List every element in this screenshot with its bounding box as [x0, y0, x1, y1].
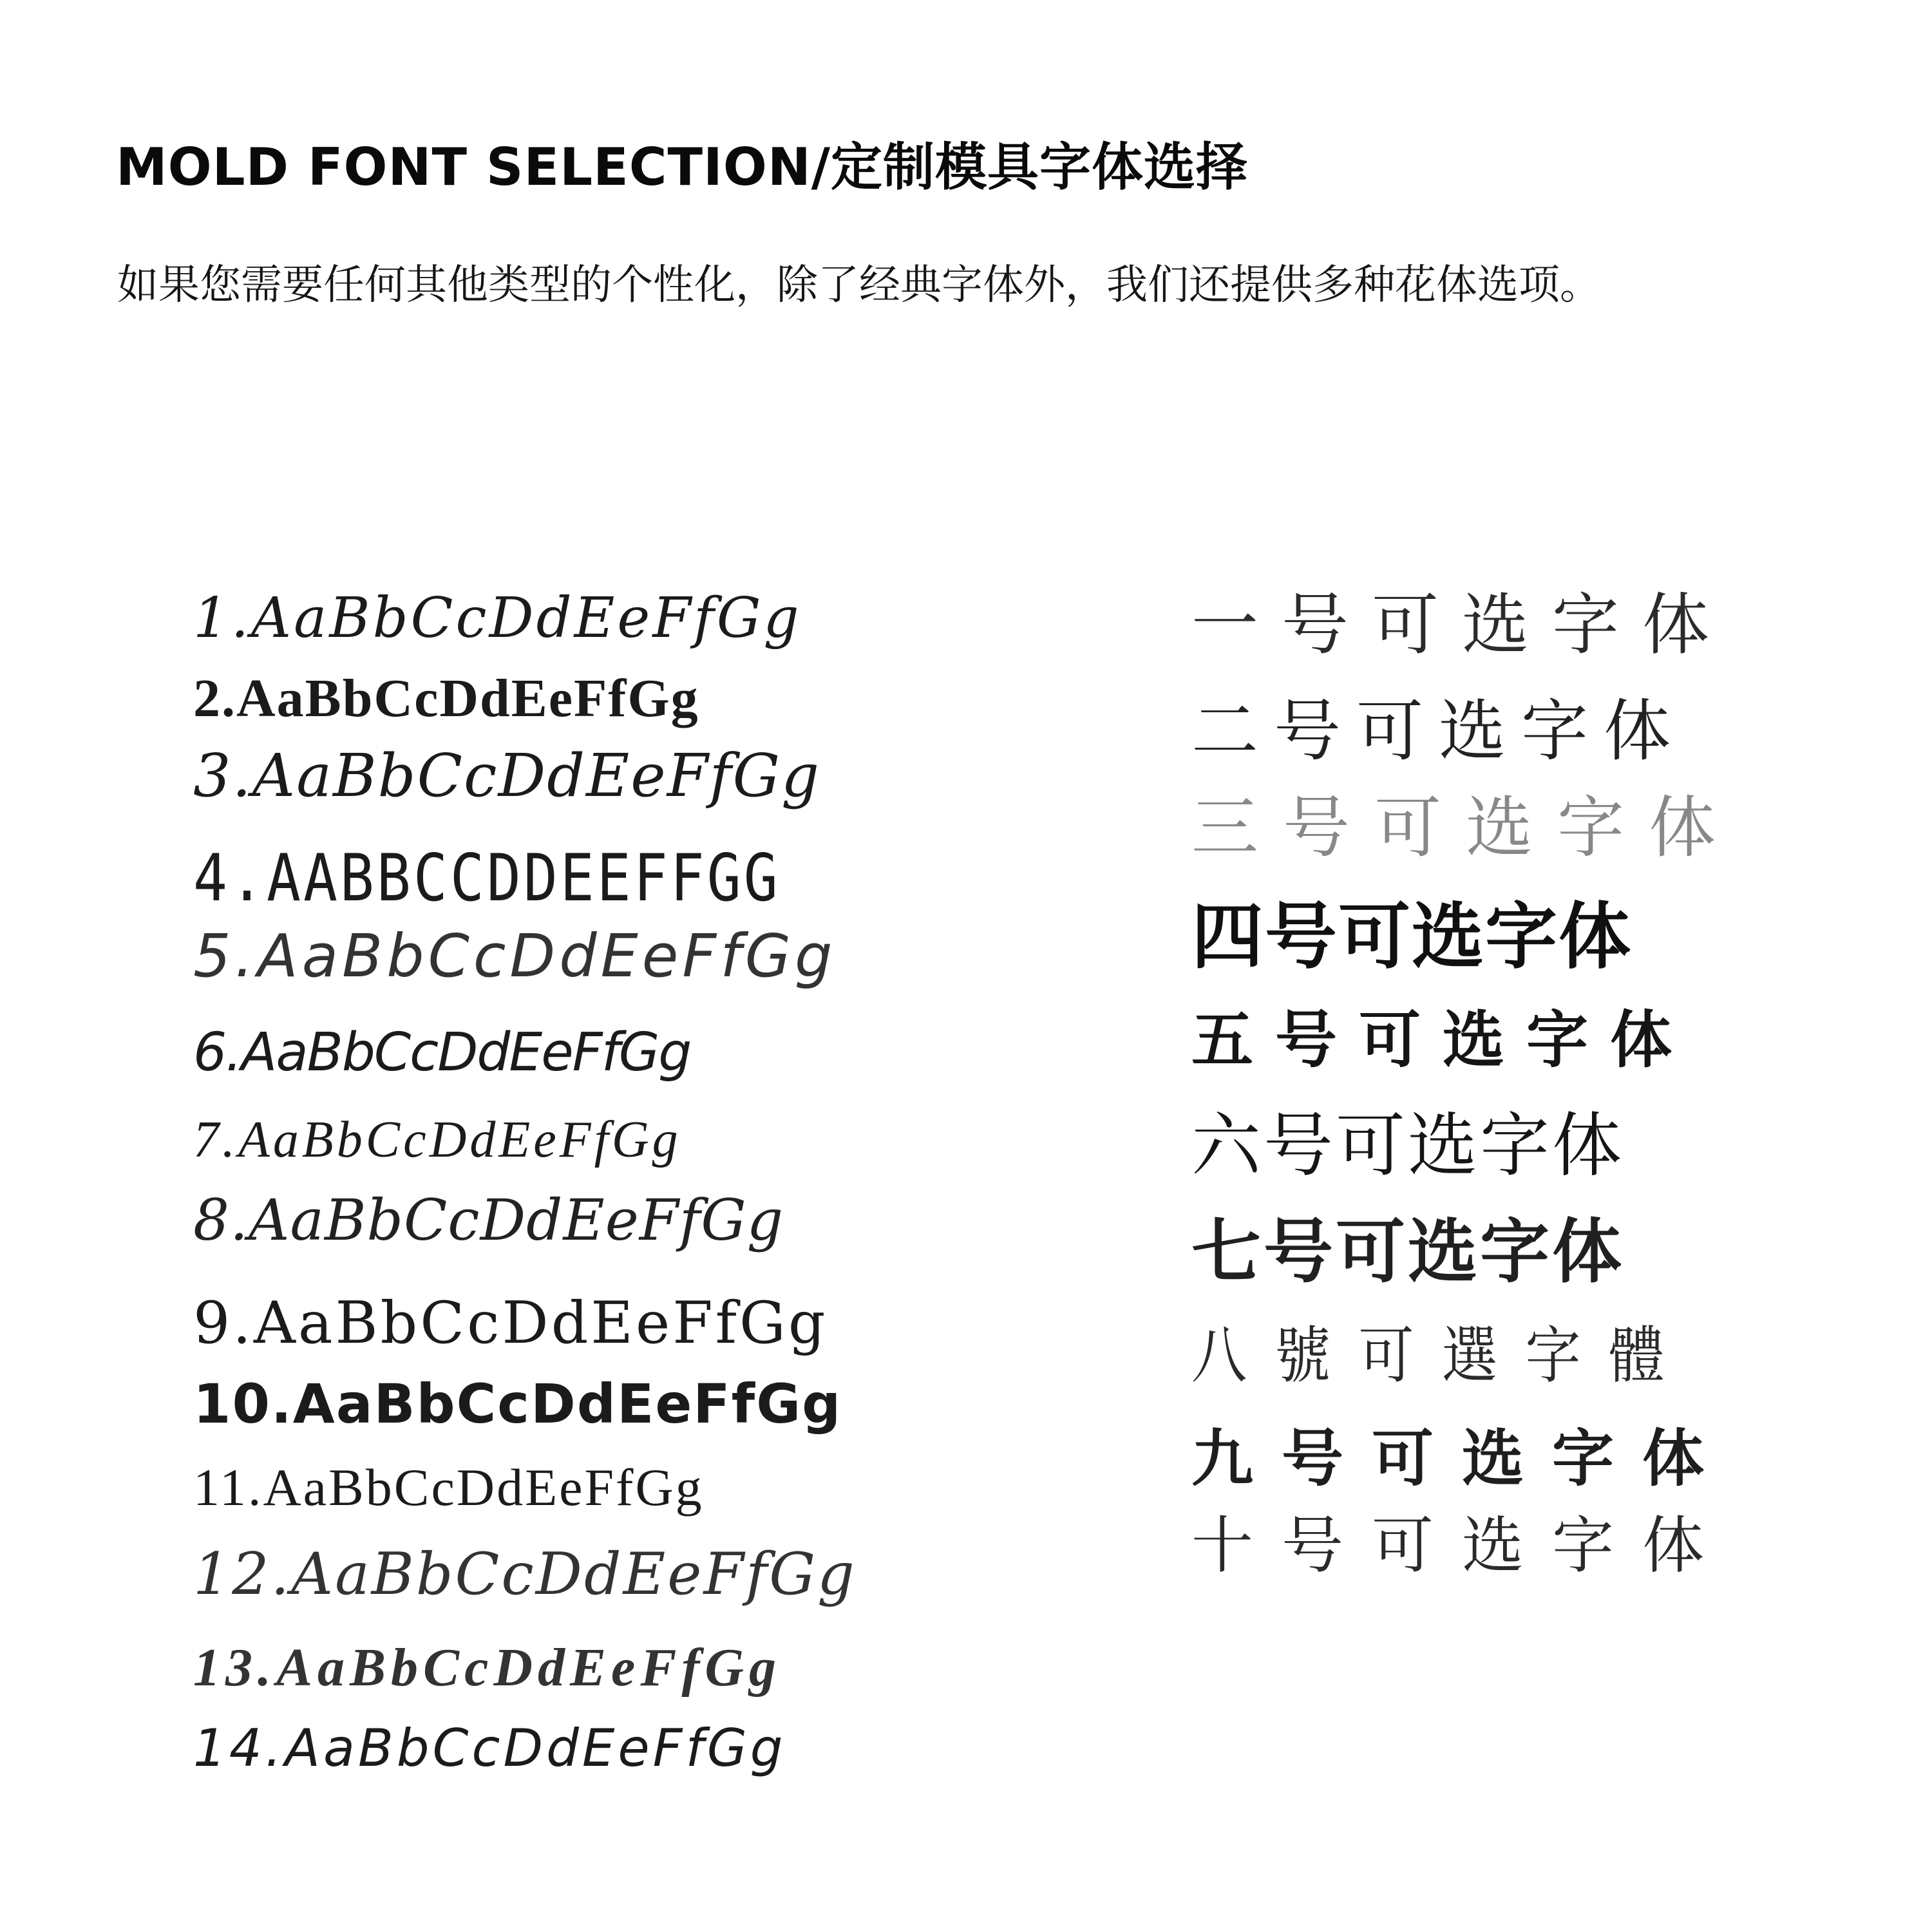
latin-font-sample-4: 4.AABBCCDDEEFFGG	[193, 839, 781, 916]
chinese-font-sample-9: 九号可选字体	[1191, 1423, 1732, 1495]
latin-font-sample-14: 14.AaBbCcDdEeFfGg	[193, 1718, 786, 1778]
latin-font-sample-11: 11.AaBbCcDdEeFfGg	[193, 1458, 704, 1517]
latin-font-sample-2: 2.AaBbCcDdEeFfGg	[193, 668, 699, 728]
chinese-font-sample-10: 十号可选字体	[1191, 1510, 1732, 1582]
latin-font-sample-7: 7.AaBbCcDdEeFfGg	[193, 1112, 681, 1168]
latin-font-sample-8: 8.AaBbCcDdEeFfGg	[193, 1187, 784, 1253]
latin-font-sample-10: 10.AaBbCcDdEeFfGg	[193, 1372, 842, 1435]
chinese-font-sample-5: 五号可选字体	[1191, 1004, 1694, 1076]
latin-font-sample-12: 12.AaBbCcDdEeFfGg	[193, 1540, 857, 1608]
chinese-font-sample-3: 三号可选字体	[1191, 788, 1741, 867]
latin-font-sample-9: 9.AaBbCcDdEeFfGg	[193, 1289, 828, 1357]
latin-font-sample-13: 13.AaBbCcDdEeFfGg	[193, 1638, 781, 1698]
chinese-font-sample-2: 二号可选字体	[1191, 692, 1687, 770]
latin-font-sample-1: 1.AaBbCcDdEeFfGg	[193, 586, 802, 650]
chinese-font-list	[1191, 0, 1835, 1932]
latin-font-sample-5: 5.AaBbCcDdEeFfGg	[193, 922, 837, 990]
chinese-font-sample-1: 一号可选字体	[1191, 585, 1733, 664]
latin-font-sample-6: 6.AaBbCcDdEeFfGg	[193, 1022, 691, 1083]
latin-font-list	[193, 0, 966, 1932]
latin-font-sample-3: 3.AaBbCcDdEeFfGg	[193, 741, 821, 810]
page-subtitle: 如果您需要任何其他类型的个性化，除了经典字体外，我们还提供多种花体选项。	[117, 261, 1601, 309]
chinese-font-sample-8: 八號可選字體	[1191, 1320, 1692, 1392]
chinese-font-sample-6: 六号可选字体	[1191, 1106, 1625, 1186]
chinese-font-sample-4: 四号可选字体	[1191, 895, 1632, 979]
chinese-font-sample-7: 七号可选字体	[1191, 1212, 1625, 1293]
page-title: MOLD FONT SELECTION/定制模具字体选择	[116, 137, 1248, 197]
